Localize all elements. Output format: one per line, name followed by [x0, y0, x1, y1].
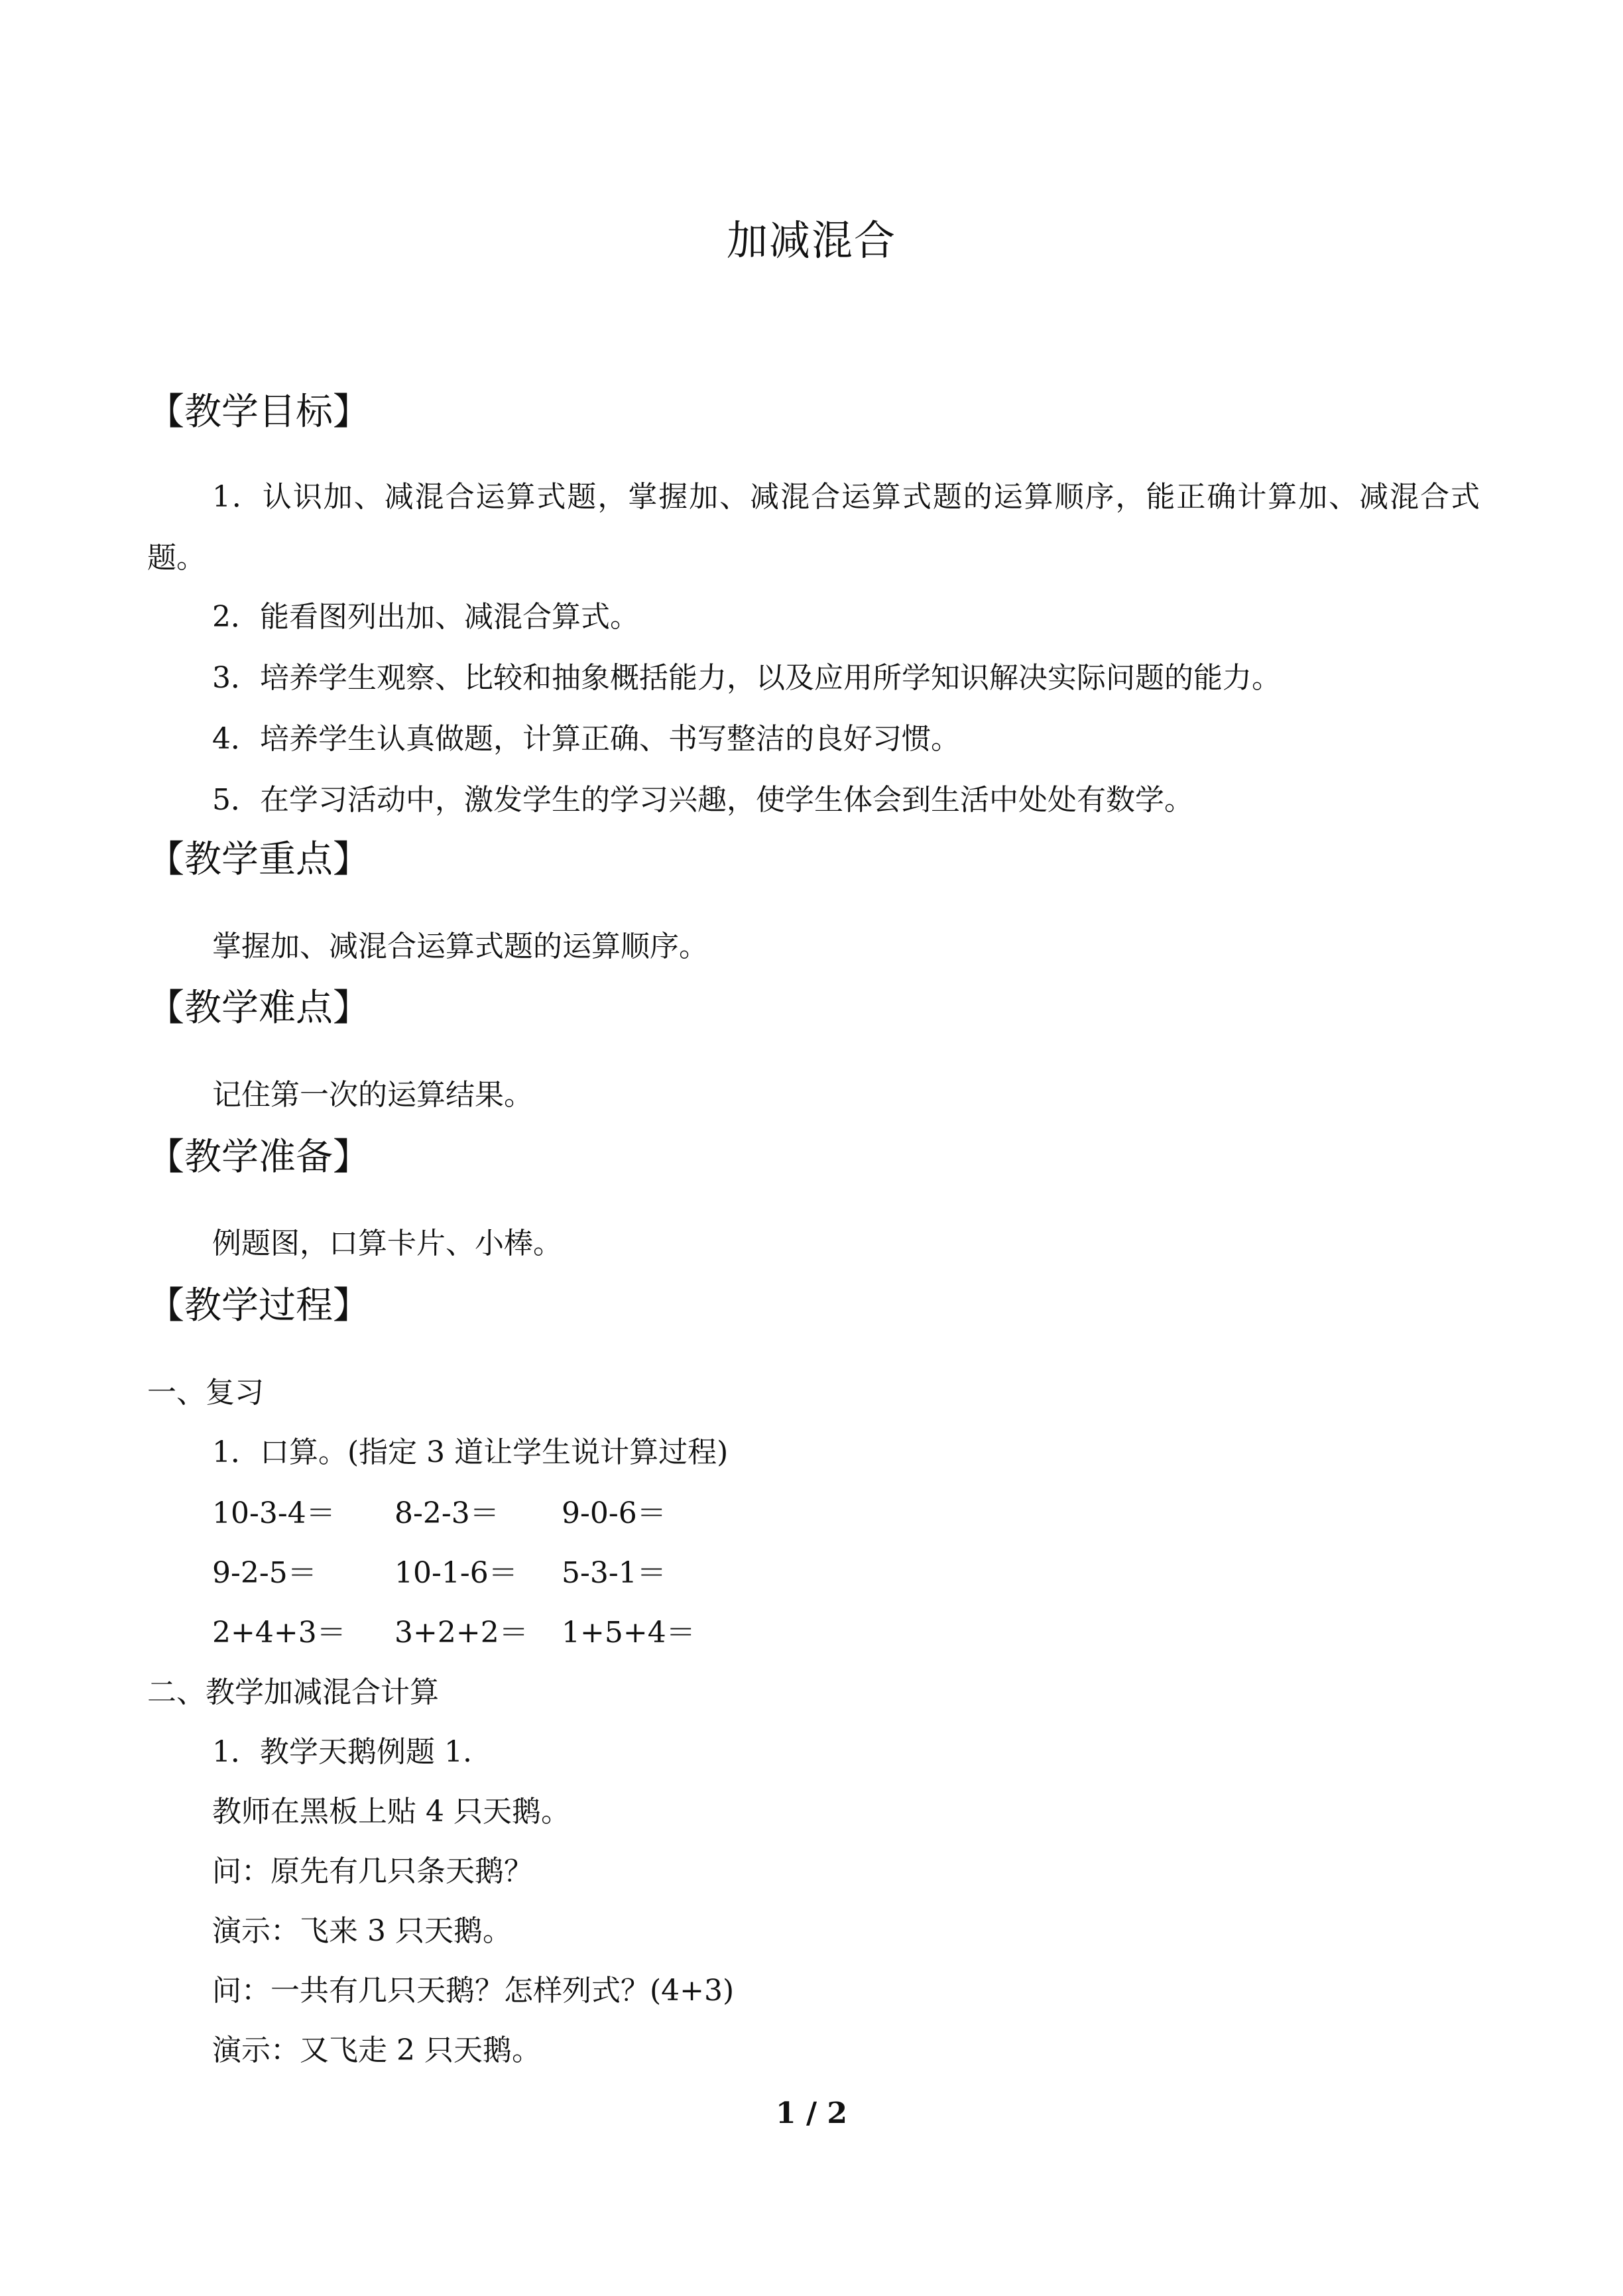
exercise-cell: 10-1-6＝	[394, 1556, 518, 1590]
section-teaching-title: 二、教学加减混合计算	[147, 1675, 439, 1709]
heading-difficulties: 【教学难点】	[147, 987, 370, 1030]
heading-objectives: 【教学目标】	[147, 391, 370, 434]
heading-key-points: 【教学重点】	[147, 838, 370, 881]
exercise-cell: 2+4+3＝	[212, 1616, 346, 1650]
oral-calc-label: 1．口算。(指定 3 道让学生说计算过程)	[212, 1435, 729, 1469]
exercise-cell: 8-2-3＝	[394, 1496, 499, 1530]
key-point-text: 掌握加、减混合运算式题的运算顺序。	[212, 930, 708, 963]
exercise-cell: 9-0-6＝	[562, 1496, 666, 1530]
exercise-cell: 9-2-5＝	[212, 1556, 317, 1590]
objective-item-1: 1．认识加、减混合运算式题，掌握加、减混合运算式题的运算顺序，能正确计算加、减混合式题。	[147, 480, 1480, 575]
process-line-3: 问：原先有几只条天鹅？	[212, 1854, 533, 1888]
exercise-cell: 1+5+4＝	[562, 1616, 695, 1650]
page-title: 加减混合	[726, 216, 896, 265]
page-number: 1 / 2	[776, 2096, 847, 2130]
preparation-text: 例题图，口算卡片、小棒。	[212, 1227, 562, 1260]
heading-process: 【教学过程】	[147, 1284, 370, 1327]
exercise-cell: 10-3-4＝	[212, 1496, 335, 1530]
process-line-6: 演示：又飞走 2 只天鹅。	[212, 2033, 541, 2067]
exercise-cell: 5-3-1＝	[562, 1556, 666, 1590]
process-line-4: 演示：飞来 3 只天鹅。	[212, 1914, 512, 1948]
objective-item-5: 5．在学习活动中，激发学生的学习兴趣，使学生体会到生活中处处有数学。	[212, 783, 1193, 817]
objective-item-4: 4．培养学生认真做题，计算正确、书写整洁的良好习惯。	[212, 722, 960, 756]
process-line-5: 问：一共有几只天鹅？怎样列式？(4+3)	[212, 1974, 735, 2008]
heading-preparation: 【教学准备】	[147, 1136, 370, 1179]
difficulty-text: 记住第一次的运算结果。	[212, 1078, 533, 1112]
exercise-cell: 3+2+2＝	[394, 1616, 528, 1650]
process-line-2: 教师在黑板上贴 4 只天鹅。	[212, 1795, 570, 1829]
objective-item-3: 3．培养学生观察、比较和抽象概括能力，以及应用所学知识解决实际问题的能力。	[212, 661, 1281, 695]
section-review-title: 一、复习	[147, 1376, 264, 1410]
process-line-1: 1．教学天鹅例题 1.	[212, 1735, 472, 1769]
objective-item-2: 2．能看图列出加、减混合算式。	[212, 600, 639, 634]
